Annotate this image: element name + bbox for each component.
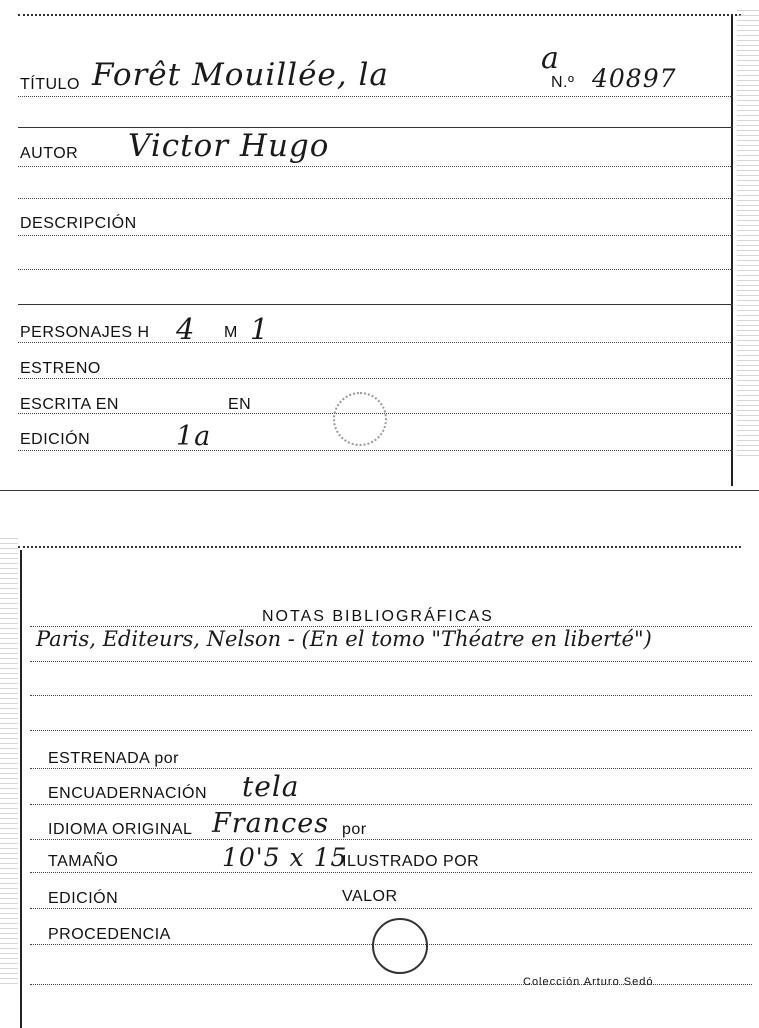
- en-label: EN: [228, 396, 252, 413]
- ink-stamp: [372, 918, 428, 974]
- catalog-card-back: [0, 528, 759, 1028]
- autor-line-2: [18, 198, 733, 199]
- titulo-label: TÍTULO: [20, 76, 80, 93]
- procedencia-label: PROCEDENCIA: [48, 926, 171, 943]
- edicion-line: [18, 450, 733, 451]
- descripcion-label: DESCRIPCIÓN: [20, 215, 137, 232]
- notas-label: NOTAS BIBLIOGRÁFICAS: [262, 608, 494, 625]
- autor-line: [18, 166, 733, 167]
- descripcion-line-1: [18, 235, 733, 236]
- numero-label: N.º: [551, 74, 575, 91]
- card-right-edge: [731, 14, 733, 486]
- numero-prefix: a: [541, 41, 560, 76]
- edicion-label: EDICIÓN: [20, 431, 91, 448]
- tamano-value: 10'5 x 15: [222, 843, 348, 872]
- card-left-edge: [20, 550, 22, 1028]
- estreno-line: [18, 378, 733, 379]
- descripcion-line-2: [18, 269, 733, 270]
- tamano-line: [30, 872, 752, 873]
- faded-stamp: [333, 392, 387, 446]
- ilustrado-label: ILUSTRADO POR: [342, 853, 480, 870]
- coleccion-label: Colección Arturo Sedó: [523, 976, 654, 988]
- valor-label: VALOR: [342, 888, 398, 905]
- autor-label: AUTOR: [20, 145, 79, 162]
- titulo-line: [18, 96, 733, 97]
- estrenada-line: [30, 768, 752, 769]
- personajes-h-label: PERSONAJES H: [20, 324, 150, 341]
- coleccion-line: [30, 984, 752, 985]
- notas-line-2: [30, 695, 752, 696]
- personajes-h-value: 4: [176, 312, 196, 346]
- encuadernacion-label: ENCUADERNACIÓN: [48, 785, 208, 802]
- estreno-label: ESTRENO: [20, 360, 101, 377]
- card-bottom-edge: [0, 490, 759, 491]
- idioma-value: Frances: [212, 808, 330, 839]
- edicion-value: 1a: [176, 421, 212, 452]
- titulo-value: Forêt Mouillée, la: [92, 57, 389, 93]
- personajes-m-label: M: [224, 324, 238, 341]
- descripcion-line-3: [18, 304, 733, 305]
- card-top-edge: [18, 546, 741, 548]
- estrenada-label: ESTRENADA por: [48, 750, 179, 767]
- autor-value: Victor Hugo: [128, 128, 330, 164]
- escrita-en-label: ESCRITA EN: [20, 396, 119, 413]
- idioma-label: IDIOMA ORIGINAL: [48, 821, 193, 838]
- personajes-m-value: 1: [250, 312, 270, 346]
- card-scan-noise: [0, 538, 18, 988]
- edicion-label: EDICIÓN: [48, 890, 119, 907]
- notas-value: Paris, Editeurs, Nelson - (En el tomo "Théatre en liberté"): [36, 627, 652, 651]
- numero-value: 40897: [592, 64, 677, 93]
- encuadernacion-line: [30, 804, 752, 805]
- catalog-card-front: [0, 0, 759, 500]
- edicion-line: [30, 908, 752, 909]
- notas-line-1: [30, 661, 752, 662]
- por-label: por: [342, 821, 367, 838]
- encuadernacion-value: tela: [242, 770, 300, 803]
- titulo-line-2: [18, 127, 733, 128]
- idioma-line: [30, 839, 752, 840]
- personajes-line: [18, 342, 733, 343]
- tamano-label: TAMAÑO: [48, 853, 119, 870]
- card-scan-noise: [737, 10, 759, 460]
- notas-line-3: [30, 730, 752, 731]
- card-top-edge: [18, 14, 741, 16]
